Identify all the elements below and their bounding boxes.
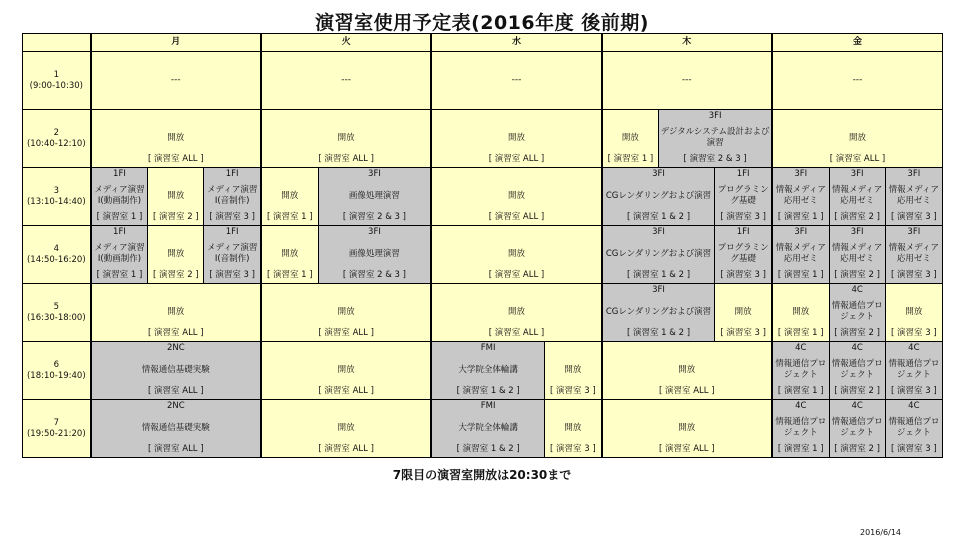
slot-cell: 開放 [ 演習室 ALL ]	[431, 110, 601, 168]
period-label: 5 (16:30-18:00)	[23, 284, 91, 342]
day-header-tue: 火	[261, 34, 431, 52]
class-cell: 3FI 画像処理演習 [ 演習室 2 & 3 ]	[318, 226, 431, 284]
class-cell: 4C 情報通信プロジェクト [ 演習室 3 ]	[885, 400, 942, 458]
slot-cell: 開放 [ 演習室 1 ]	[602, 110, 659, 168]
class-cell: 3FI 画像処理演習 [ 演習室 2 & 3 ]	[318, 168, 431, 226]
period-row-4	[23, 226, 943, 284]
class-cell: 3FI 情報メディア応用ゼミ [ 演習室 3 ]	[885, 168, 942, 226]
class-cell: 3FI 情報メディア応用ゼミ [ 演習室 2 ]	[829, 168, 885, 226]
class-cell: 4C 情報通信プロジェクト [ 演習室 1 ]	[772, 400, 829, 458]
period-label: 1 (9:00-10:30)	[23, 52, 91, 110]
class-cell: 3FI CGレンダリングおよび演習 [ 演習室 1 & 2 ]	[602, 226, 715, 284]
slot-cell: 開放 [ 演習室 ALL ]	[91, 110, 261, 168]
period-row-6	[23, 342, 943, 400]
period-row-1	[23, 52, 943, 110]
period-row-3	[23, 168, 943, 226]
class-cell: 1FI メディア演習Ⅰ(動画制作) [ 演習室 1 ]	[91, 226, 148, 284]
class-cell: 3FI 情報メディア応用ゼミ [ 演習室 1 ]	[772, 168, 829, 226]
slot-cell: 開放 [ 演習室 ALL ]	[261, 110, 431, 168]
slot-cell: 開放 [ 演習室 ALL ]	[431, 168, 601, 226]
class-cell: 3FI 情報メディア応用ゼミ [ 演習室 2 ]	[829, 226, 885, 284]
class-cell: 4C 情報通信プロジェクト [ 演習室 2 ]	[829, 284, 885, 342]
period-label: 2 (10:40-12:10)	[23, 110, 91, 168]
class-cell: 4C 情報通信プロジェクト [ 演習室 1 ]	[772, 342, 829, 400]
period-row-7	[23, 400, 943, 458]
class-cell: 4C 情報通信プロジェクト [ 演習室 2 ]	[829, 342, 885, 400]
slot-cell: 開放 [ 演習室 3 ]	[545, 400, 602, 458]
class-cell: 1FI プログラミング基礎 [ 演習室 3 ]	[715, 168, 772, 226]
slot-cell: 開放 [ 演習室 2 ]	[148, 168, 204, 226]
day-header-thu: 木	[602, 34, 772, 52]
slot-cell: 開放 [ 演習室 1 ]	[261, 168, 318, 226]
day-header-mon: 月	[91, 34, 261, 52]
slot-cell: ---	[91, 52, 261, 110]
period-label: 7 (19:50-21:20)	[23, 400, 91, 458]
slot-cell: 開放 [ 演習室 ALL ]	[91, 284, 261, 342]
page-title: 演習室使用予定表(2016年度 後前期)	[315, 12, 649, 34]
slot-cell: 開放 [ 演習室 ALL ]	[602, 400, 772, 458]
class-cell: FMI 大学院全体輪講 [ 演習室 1 & 2 ]	[431, 400, 544, 458]
day-header-wed: 水	[431, 34, 601, 52]
slot-cell: 開放 [ 演習室 ALL ]	[261, 284, 431, 342]
slot-cell: ---	[261, 52, 431, 110]
class-cell: 3FI デジタルシステム設計および演習 [ 演習室 2 & 3 ]	[659, 110, 772, 168]
schedule-table	[22, 33, 943, 458]
class-cell: 2NC 情報通信基礎実験 [ 演習室 ALL ]	[91, 400, 261, 458]
slot-cell: 開放 [ 演習室 1 ]	[261, 226, 318, 284]
slot-cell: 開放 [ 演習室 ALL ]	[261, 400, 431, 458]
slot-cell: ---	[772, 52, 943, 110]
slot-cell: 開放 [ 演習室 ALL ]	[431, 226, 601, 284]
slot-cell: 開放 [ 演習室 ALL ]	[261, 342, 431, 400]
class-cell: FMI 大学院全体輪講 [ 演習室 1 & 2 ]	[431, 342, 544, 400]
class-cell: 3FI CGレンダリングおよび演習 [ 演習室 1 & 2 ]	[602, 284, 715, 342]
document-date: 2016/6/14	[860, 528, 902, 537]
class-cell: 4C 情報通信プロジェクト [ 演習室 2 ]	[829, 400, 885, 458]
class-cell: 1FI プログラミング基礎 [ 演習室 3 ]	[715, 226, 772, 284]
class-cell: 1FI メディア演習Ⅰ(動画制作) [ 演習室 1 ]	[91, 168, 148, 226]
slot-cell: 開放 [ 演習室 3 ]	[885, 284, 942, 342]
slot-cell: ---	[602, 52, 772, 110]
class-cell: 4C 情報通信プロジェクト [ 演習室 3 ]	[885, 342, 942, 400]
slot-cell: 開放 [ 演習室 ALL ]	[602, 342, 772, 400]
class-cell: 1FI メディア演習Ⅰ(音制作) [ 演習室 3 ]	[204, 226, 261, 284]
slot-cell: 開放 [ 演習室 3 ]	[715, 284, 772, 342]
period-row-5	[23, 284, 943, 342]
slot-cell: 開放 [ 演習室 2 ]	[148, 226, 204, 284]
period-label: 3 (13:10-14:40)	[23, 168, 91, 226]
slot-cell: 開放 [ 演習室 3 ]	[545, 342, 602, 400]
day-header-fri: 金	[772, 34, 943, 52]
class-cell: 2NC 情報通信基礎実験 [ 演習室 ALL ]	[91, 342, 261, 400]
slot-cell: 開放 [ 演習室 ALL ]	[772, 110, 943, 168]
slot-cell: 開放 [ 演習室 1 ]	[772, 284, 829, 342]
header-row	[23, 34, 943, 52]
footnote: 7限目の演習室開放は20:30まで	[392, 468, 572, 482]
period-row-2	[23, 110, 943, 168]
slot-cell: ---	[431, 52, 601, 110]
period-label: 4 (14:50-16:20)	[23, 226, 91, 284]
class-cell: 3FI 情報メディア応用ゼミ [ 演習室 1 ]	[772, 226, 829, 284]
class-cell: 3FI CGレンダリングおよび演習 [ 演習室 1 & 2 ]	[602, 168, 715, 226]
slot-cell: 開放 [ 演習室 ALL ]	[431, 284, 601, 342]
class-cell: 3FI 情報メディア応用ゼミ [ 演習室 3 ]	[885, 226, 942, 284]
corner-cell	[23, 34, 91, 52]
period-label: 6 (18:10-19:40)	[23, 342, 91, 400]
class-cell: 1FI メディア演習Ⅰ(音制作) [ 演習室 3 ]	[204, 168, 261, 226]
